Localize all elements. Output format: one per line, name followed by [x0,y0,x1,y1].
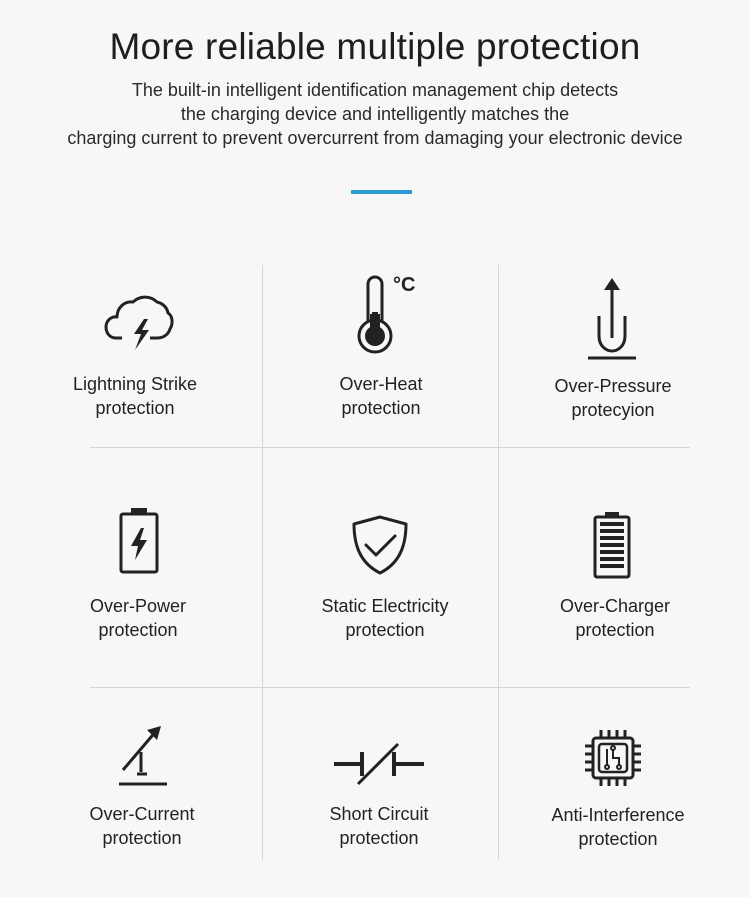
page-title: More reliable multiple protection [109,26,641,67]
feature-title: Over-Current [89,804,195,824]
page-subtitle [0,78,750,150]
feature-subtitle: protecyion [571,400,655,420]
feature-subtitle: protection [339,828,419,848]
feature-short-circuit [264,688,494,873]
feature-title: Over-Heat [339,374,423,394]
feature-subtitle: protection [98,620,178,640]
feature-anti-interference [503,688,733,873]
celsius-unit: °C [393,274,416,296]
feature-title: Lightning Strike [72,374,198,394]
feature-title: Anti-Interference [551,805,685,825]
battery-bolt-icon [117,506,161,576]
feature-title: Static Electricity [321,596,449,616]
battery-full-icon [592,510,632,580]
subtitle-line: the charging device and intelligently matches the [180,104,570,124]
shield-check-icon [350,514,410,576]
subtitle-line: The built-in intelligent identification management chip detects [131,80,619,100]
feature-title: Short Circuit [329,804,429,824]
current-arrow-icon [117,724,169,788]
feature-title: Over-Power [89,596,187,616]
feature-subtitle: protection [102,828,182,848]
short-circuit-icon [332,740,426,788]
feature-subtitle: protection [95,398,175,418]
pressure-arrow-icon [584,276,640,360]
feature-subtitle: protection [578,829,658,849]
feature-title: Over-Pressure [554,376,672,396]
feature-over-power [23,448,253,686]
feature-lightning-strike [20,260,250,445]
feature-static-electricity [270,448,500,686]
feature-over-charger [500,448,730,686]
feature-title: Over-Charger [559,596,671,616]
accent-divider [351,190,412,194]
feature-subtitle: protection [575,620,655,640]
chip-icon [583,728,643,788]
feature-subtitle: protection [345,620,425,640]
feature-over-pressure [498,260,728,445]
feature-over-current [27,688,257,873]
subtitle-line: charging current to prevent overcurrent from damaging your electronic device [67,128,683,148]
feature-over-heat [266,260,496,445]
thermometer-icon [356,274,426,356]
grid-divider [262,265,263,860]
feature-subtitle: protection [341,398,421,418]
cloud-lightning-icon [104,292,174,356]
